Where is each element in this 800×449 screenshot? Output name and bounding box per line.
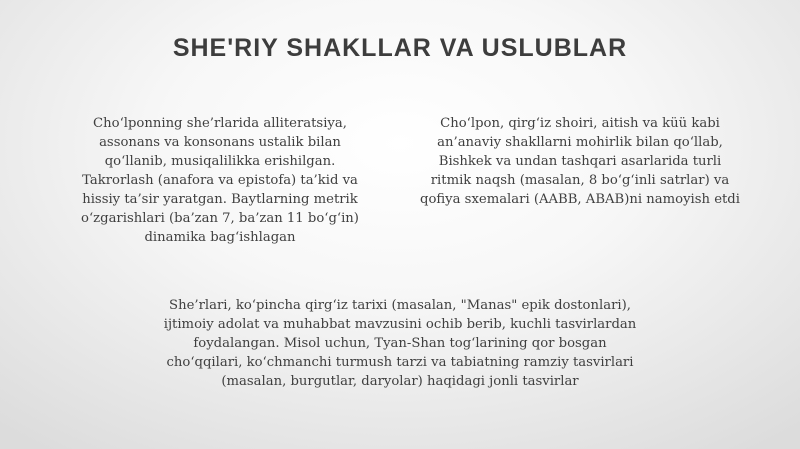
text-line: o‘zgarishlari (ba’zan 7, ba’zan 11 bo‘g‘in)	[81, 211, 359, 226]
bottom-text-block	[100, 296, 700, 391]
left-text-block	[55, 114, 385, 247]
text-line: cho‘qqilari, ko‘chmanchi turmush tarzi va tabiatning ramziy tasvirlari	[166, 355, 634, 370]
text-line: Takrorlash (anafora va epistofa) ta’kid va	[82, 173, 358, 188]
text-line: assonans va konsonans ustalik bilan	[99, 135, 341, 150]
text-line: dinamika bag‘ishlagan	[144, 230, 296, 245]
slide-title: SHE'RIY SHAKLLAR VA USLUBLAR	[172, 34, 628, 62]
text-line: ritmik naqsh (masalan, 8 bo‘g‘inli satrlar) va	[430, 173, 730, 188]
right-text-block	[405, 114, 755, 209]
text-line: ijtimoiy adolat va muhabbat mavzusini ochib berib, kuchli tasvirlardan	[163, 317, 637, 332]
text-line: Cho‘lponning she’rlarida alliteratsiya,	[93, 116, 347, 131]
text-line: foydalangan. Misol uchun, Tyan-Shan tog‘larining qor bosgan	[193, 336, 607, 351]
text-line: She’rlari, ko‘pincha qirg‘iz tarixi (masalan, "Manas" epik dostonlari),	[169, 298, 631, 313]
text-line: qofiya sxemalari (AABB, ABAB)ni namoyish etdi	[420, 192, 740, 207]
text-line: an’anaviy shakllarni mohirlik bilan qo‘llab,	[437, 135, 723, 150]
text-line: qo‘llanib, musiqalilikka erishilgan.	[104, 154, 336, 169]
text-line: Cho‘lpon, qirg‘iz shoiri, aitish va küü kabi	[440, 116, 720, 131]
text-line: (masalan, burgutlar, daryolar) haqidagi jonli tasvirlar	[221, 374, 579, 389]
text-line: hissiy ta’sir yaratgan. Baytlarning metrik	[82, 192, 358, 207]
text-line: Bishkek va undan tashqari asarlarida turli	[438, 154, 722, 169]
